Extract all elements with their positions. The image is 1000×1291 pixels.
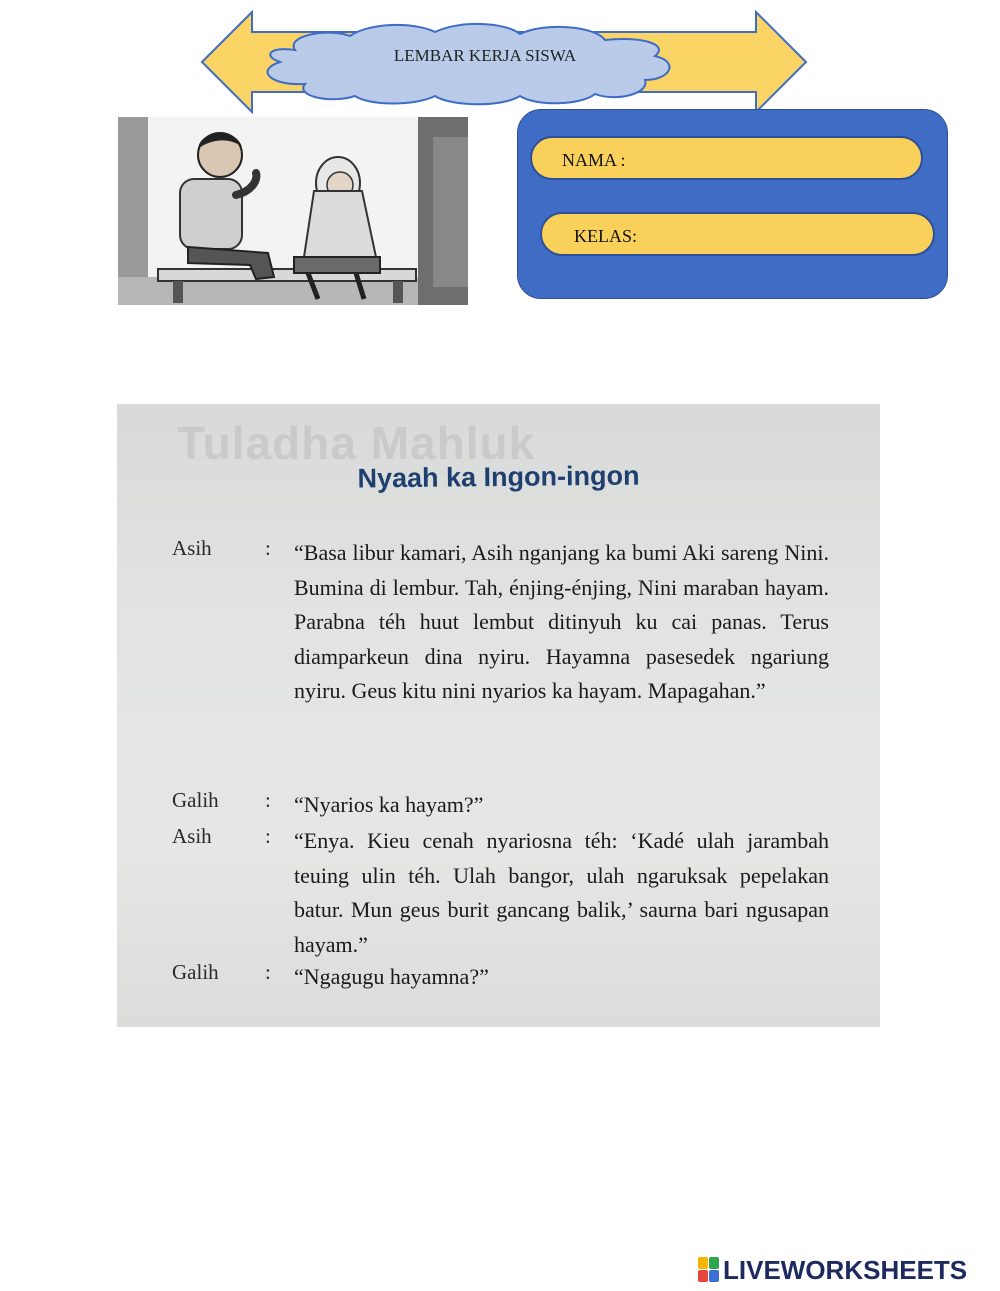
speaker-name: Galih — [172, 788, 219, 812]
speaker-separator: : — [265, 536, 271, 560]
dialogue-text: “Ngagugu hayamna?” — [294, 964, 489, 989]
name-field[interactable] — [530, 136, 923, 180]
dialogue-text: “Basa libur kamari, Asih nganjang ka bumi Aki sareng Nini. Bumina di lembur. Tah, énjing-énjing, Nini maraban hayam. Parabna téh huut lembut ditinyuh ku cai panas. Terus diamparkeun dina nyiru. Hayamna pasesedek ngariung nyiru. Geus kitu nini nyarios ka hayam. Mapagahan.” — [294, 540, 829, 703]
page-title: LEMBAR KERJA SISWA — [393, 46, 577, 65]
liveworksheets-logo — [698, 1255, 967, 1285]
logo-text: LIVEWORKSHEETS — [723, 1254, 968, 1285]
speaker-name: Galih — [172, 960, 219, 984]
logo-mark-icon — [698, 1257, 720, 1283]
dialogue-text: “Enya. Kieu cenah nyariosna téh: ‘Kadé ulah jarambah teuing ulin téh. Ulah bangor, ulah ngaruksak pepelakan batur. Mun geus burit gancang balik,’ saurna bari ngusapan hayam.” — [294, 828, 829, 957]
dialogue-text: “Nyarios ka hayam?” — [294, 792, 484, 817]
speaker-name: Asih — [172, 824, 212, 848]
speaker-separator: : — [265, 960, 271, 984]
class-field[interactable] — [540, 212, 935, 256]
faded-heading: Tuladha Mahluk — [177, 417, 536, 469]
name-label: NAMA : — [562, 150, 626, 170]
speaker-name: Asih — [172, 536, 212, 560]
children-on-bench-image — [118, 117, 468, 305]
student-identity-panel — [517, 109, 948, 299]
speaker-separator: : — [265, 788, 271, 812]
dialogue-illustration — [118, 117, 468, 305]
class-label: KELAS: — [574, 226, 637, 246]
story-text-photo — [117, 404, 880, 1027]
speaker-separator: : — [265, 824, 271, 848]
story-title: Nyaah ka Ingon-ingon — [357, 460, 640, 494]
